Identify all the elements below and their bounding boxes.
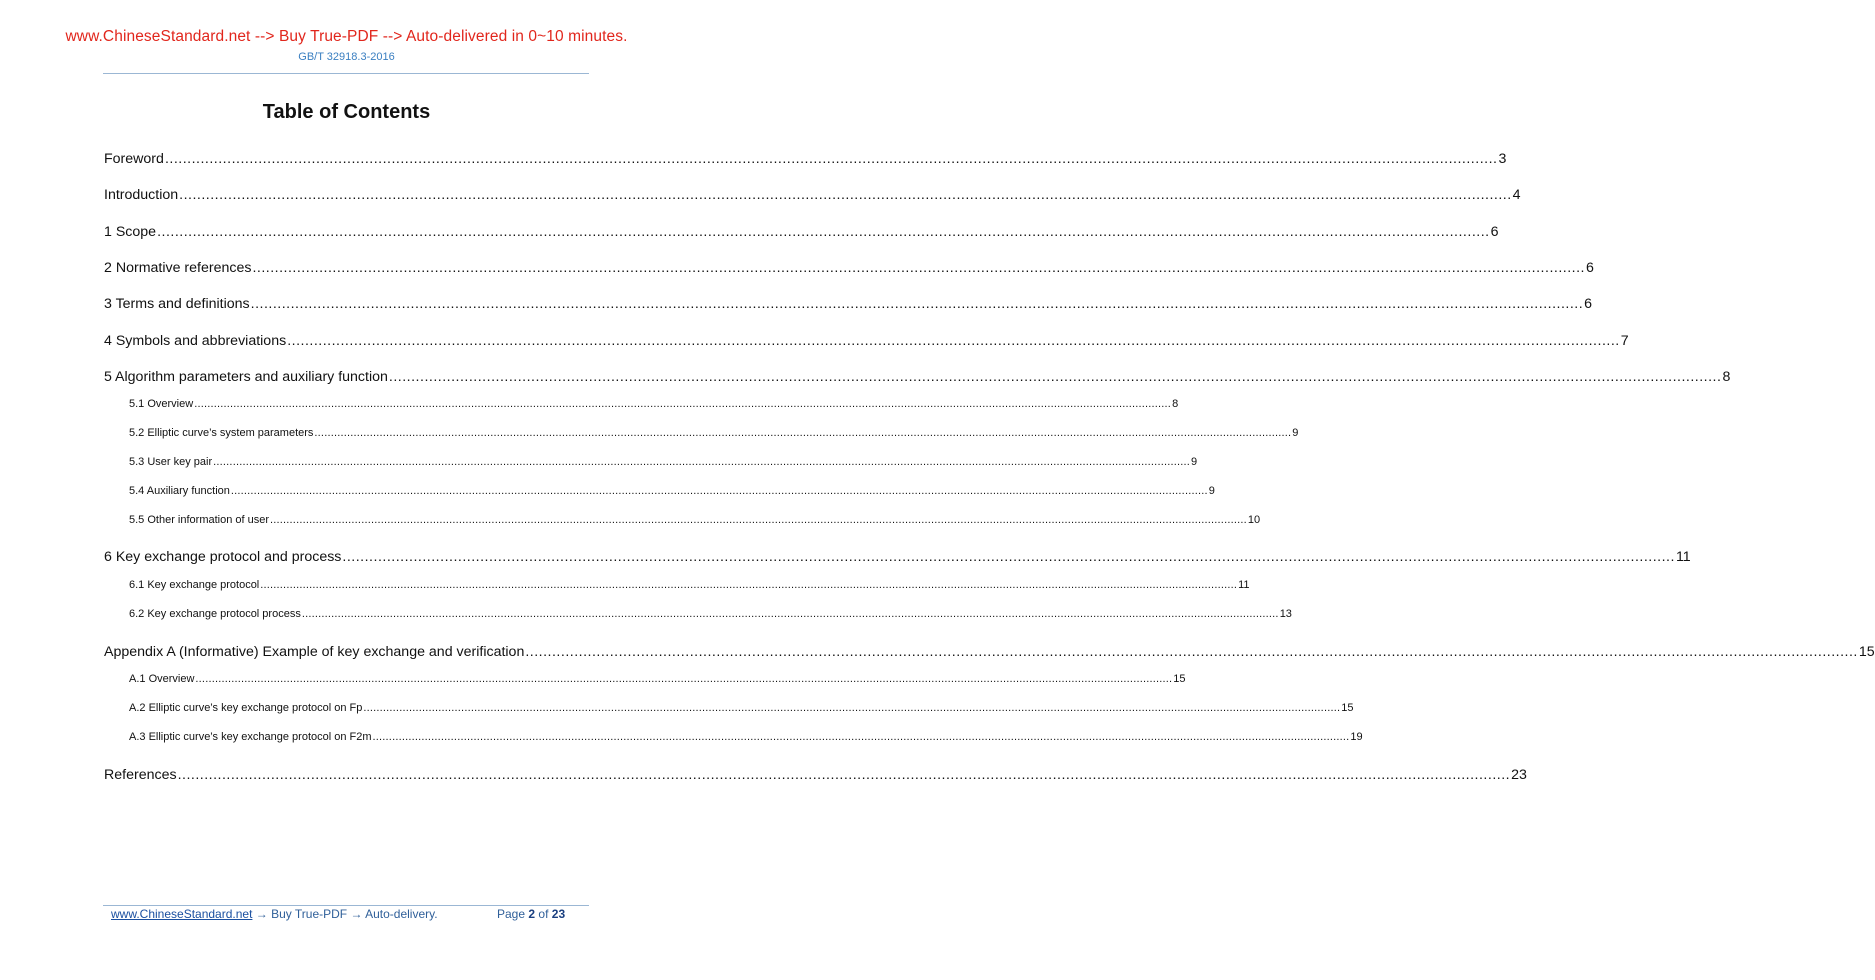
toc-entry-5-4[interactable] [129,485,1215,499]
leader-dots: ............................................................................................................................................................................................................................................................................................................ [252,260,1585,276]
leader-dots: ............................................................................................................................................................................................................................................................................................................ [388,369,1722,385]
leader-dots: ............................................................................................................................................................................................................................................................................................................ [230,485,1208,497]
toc-entry-label: References [104,767,177,783]
toc-entry-label: A.2 Elliptic curve’s key exchange protocol on Fp [129,702,363,714]
toc-entry-6-2[interactable] [129,608,1292,622]
leader-dots: ............................................................................................................................................................................................................................................................................................................ [270,514,1247,526]
toc-entry-page: 4 [1512,187,1521,203]
toc-entry-a-3[interactable] [129,731,1363,745]
leader-dots: ............................................................................................................................................................................................................................................................................................................ [301,608,1279,620]
toc-entry-page: 11 [1675,549,1691,565]
toc-entry-page: 9 [1208,485,1215,497]
toc-entry-foreword[interactable] [104,151,1507,169]
toc-entry-5-5[interactable] [129,514,1261,528]
page-indicator [497,907,565,921]
toc-entry-page: 9 [1292,427,1299,439]
toc-entry-page: 19 [1350,731,1363,743]
toc-entry-key-exchange[interactable] [104,549,1691,567]
header-banner[interactable]: www.ChineseStandard.net --> Buy True-PDF --> Auto-delivered in 0~10 minutes. [65,28,628,45]
toc-entry-label: 6.1 Key exchange protocol [129,579,260,591]
footer-text: → Buy True-PDF → Auto-delivery. [252,907,438,921]
toc-entry-symbols[interactable] [104,333,1629,351]
toc-entry-label: A.3 Elliptic curve’s key exchange protocol on F2m [129,731,372,743]
leader-dots: ............................................................................................................................................................................................................................................................................................................ [177,767,1511,783]
toc-entry-label: 3 Terms and definitions [104,296,250,312]
toc-title: Table of Contents [262,101,431,123]
leader-dots: ............................................................................................................................................................................................................................................................................................................ [260,579,1238,591]
toc-entry-page: 7 [1620,333,1629,349]
leader-dots: ............................................................................................................................................................................................................................................................................................................ [213,456,1191,468]
leader-dots: ............................................................................................................................................................................................................................................................................................................ [342,549,1675,565]
toc-entry-label: 5.5 Other information of user [129,514,270,526]
toc-entry-6-1[interactable] [129,579,1250,593]
toc-entry-page: 8 [1722,369,1731,385]
footer-link[interactable]: www.ChineseStandard.net [111,907,253,921]
leader-dots: ............................................................................................................................................................................................................................................................................................................ [164,151,1498,167]
toc-entry-page: 6 [1585,260,1594,276]
toc-entry-label: 4 Symbols and abbreviations [104,333,287,349]
toc-entry-normative-references[interactable] [104,260,1594,278]
leader-dots: ............................................................................................................................................................................................................................................................................................................ [287,333,1620,349]
page-word: Page [497,907,526,921]
leader-dots: ............................................................................................................................................................................................................................................................................................................ [157,224,1490,240]
toc-entry-a-1[interactable] [129,673,1186,687]
toc-entry-page: 3 [1498,151,1507,167]
toc-entry-introduction[interactable] [104,187,1521,205]
toc-entry-label: Foreword [104,151,164,167]
toc-entry-5-1[interactable] [129,398,1179,412]
toc-entry-page: 23 [1511,767,1527,783]
page-of: of [538,907,549,921]
toc-entry-label: 2 Normative references [104,260,252,276]
toc-entry-label: 6 Key exchange protocol and process [104,549,342,565]
toc-entry-page: 15 [1173,673,1186,685]
leader-dots: ............................................................................................................................................................................................................................................................................................................ [363,702,1341,714]
toc-entry-label: Introduction [104,187,179,203]
toc-entry-page: 9 [1191,456,1198,468]
toc-entry-a-2[interactable] [129,702,1354,716]
toc-entry-label: 6.2 Key exchange protocol process [129,608,301,620]
document-code: GB/T 32918.3-2016 [298,51,395,63]
toc-entry-page: 15 [1341,702,1354,714]
toc-entry-algorithm-parameters[interactable] [104,369,1731,387]
leader-dots: ............................................................................................................................................................................................................................................................................................................ [195,673,1173,685]
toc-entry-page: 10 [1247,514,1261,526]
toc-entry-page: 11 [1238,579,1250,591]
toc-entry-terms-definitions[interactable] [104,296,1593,314]
toc-entry-label: 5 Algorithm parameters and auxiliary function [104,369,388,385]
toc-entry-appendix-a[interactable] [104,644,1875,662]
leader-dots: ............................................................................................................................................................................................................................................................................................................ [250,296,1584,312]
toc-entry-label: Appendix A (Informative) Example of key exchange and verification [104,644,525,660]
footer-divider [103,905,589,906]
toc-entry-label: 5.2 Elliptic curve’s system parameters [129,427,314,439]
toc-entry-page: 13 [1279,608,1292,620]
page-total: 23 [551,907,566,921]
leader-dots: ............................................................................................................................................................................................................................................................................................................ [179,187,1512,203]
toc-entry-page: 6 [1584,296,1593,312]
leader-dots: ............................................................................................................................................................................................................................................................................................................ [525,644,1858,660]
toc-entry-references[interactable] [104,767,1527,785]
leader-dots: ............................................................................................................................................................................................................................................................................................................ [314,427,1292,439]
page-current: 2 [528,907,536,921]
toc-entry-5-2[interactable] [129,427,1299,441]
toc-entry-label: 5.4 Auxiliary function [129,485,230,497]
footer [111,907,581,923]
toc-entry-label: A.1 Overview [129,673,195,685]
toc-entry-scope[interactable] [104,224,1499,242]
toc-entry-label: 5.1 Overview [129,398,194,410]
leader-dots: ............................................................................................................................................................................................................................................................................................................ [194,398,1172,410]
toc-entry-page: 6 [1490,224,1499,240]
toc-entry-page: 15 [1858,644,1875,660]
toc-entry-label: 5.3 User key pair [129,456,213,468]
toc-entry-5-3[interactable] [129,456,1198,470]
toc-entry-label: 1 Scope [104,224,157,240]
toc-entry-page: 8 [1172,398,1179,410]
leader-dots: ............................................................................................................................................................................................................................................................................................................ [372,731,1350,743]
